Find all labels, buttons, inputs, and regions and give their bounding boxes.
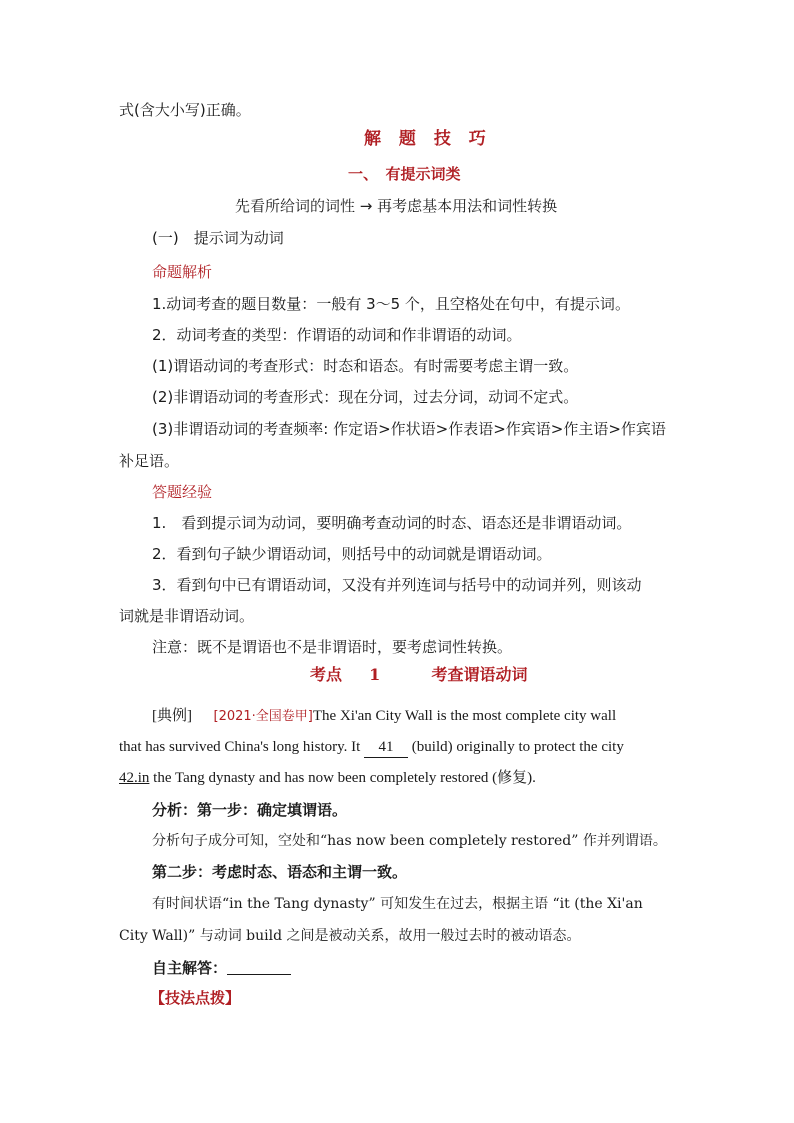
sub-title: 一、 有提示词类 xyxy=(348,165,461,183)
flow-line: 先看所给词的词性 → 再考虑基本用法和词性转换 xyxy=(235,197,558,215)
analysis-line: (3)非谓语动词的考查频率: 作定语>作状语>作表语>作宾语>作主语>作宾语 xyxy=(152,420,666,438)
experience-line: 1. 看到提示词为动词，要明确考查动词的时态、语态还是非谓语动词。 xyxy=(152,514,632,532)
note-line: 注意：既不是谓语也不是非谓语时，要考虑词性转换。 xyxy=(152,638,513,656)
self-answer xyxy=(152,958,291,978)
step1-label: 分析：第一步：确定填谓语。 xyxy=(152,801,348,819)
example-text-1: The Xi'an City Wall is the most complete city wall xyxy=(312,708,617,724)
step2-text-2: City Wall)” 与动词 build 之间是被动关系，故用一般过去时的被动语态。 xyxy=(119,928,581,944)
step2-label: 第二步：考虑时态、语态和主谓一致。 xyxy=(152,863,408,881)
experience-line: 词就是非谓语动词。 xyxy=(119,607,255,625)
example-text-2b: (build) originally to protect the city xyxy=(411,739,624,755)
item-one: (一) 提示词为动词 xyxy=(152,229,284,247)
experience-label: 答题经验 xyxy=(152,483,213,501)
analysis-line: 补足语。 xyxy=(119,452,180,470)
analysis-line: 2．动词考查的类型：作谓语的动词和作非谓语的动词。 xyxy=(152,326,522,344)
example-line-1 xyxy=(152,706,616,727)
experience-line: 3．看到句中已有谓语动词，又没有并列连词与括号中的动词并列，则该动 xyxy=(152,576,642,594)
analysis-line: 1.动词考查的题目数量：一般有 3～5 个，且空格处在句中，有提示词。 xyxy=(152,295,630,313)
analysis-line: (2)非谓语动词的考查形式：现在分词，过去分词，动词不定式。 xyxy=(152,388,579,406)
kaodian-number: 1 xyxy=(369,665,381,684)
step2-text-1: 有时间状语“in the Tang dynasty” 可知发生在过去，根据主语 “it (the Xi'an xyxy=(152,896,643,912)
self-answer-blank[interactable] xyxy=(227,959,291,975)
blank-41[interactable]: 41 xyxy=(364,737,408,758)
kaodian-label: 考点 xyxy=(310,665,343,684)
example-tag: [典例] xyxy=(152,708,192,724)
section-title: 解 题 技 巧 xyxy=(364,129,492,149)
example-text-3: the Tang dynasty and has now been completely restored (修复). xyxy=(149,770,536,786)
tips-label: 【技法点拨】 xyxy=(150,989,241,1007)
analysis-label: 命题解析 xyxy=(152,263,213,281)
example-line-2 xyxy=(119,737,624,758)
self-answer-label: 自主解答： xyxy=(152,959,228,977)
example-text-2a: that has survived China's long history. It xyxy=(119,739,361,755)
top-line: 式(含大小写)正确。 xyxy=(119,101,251,119)
blank-42[interactable]: 42.in xyxy=(119,770,150,786)
kaodian-title: 考查谓语动词 xyxy=(431,665,528,684)
step1-text: 分析句子成分可知，空处和“has now been completely restored” 作并列谓语。 xyxy=(152,833,667,849)
example-line-3 xyxy=(119,768,536,788)
analysis-line: (1)谓语动词的考查形式：时态和语态。有时需要考虑主谓一致。 xyxy=(152,357,579,375)
experience-line: 2．看到句子缺少谓语动词，则括号中的动词就是谓语动词。 xyxy=(152,545,552,563)
example-source: [2021·全国卷甲] xyxy=(213,709,313,724)
kaodian-heading xyxy=(310,665,527,685)
